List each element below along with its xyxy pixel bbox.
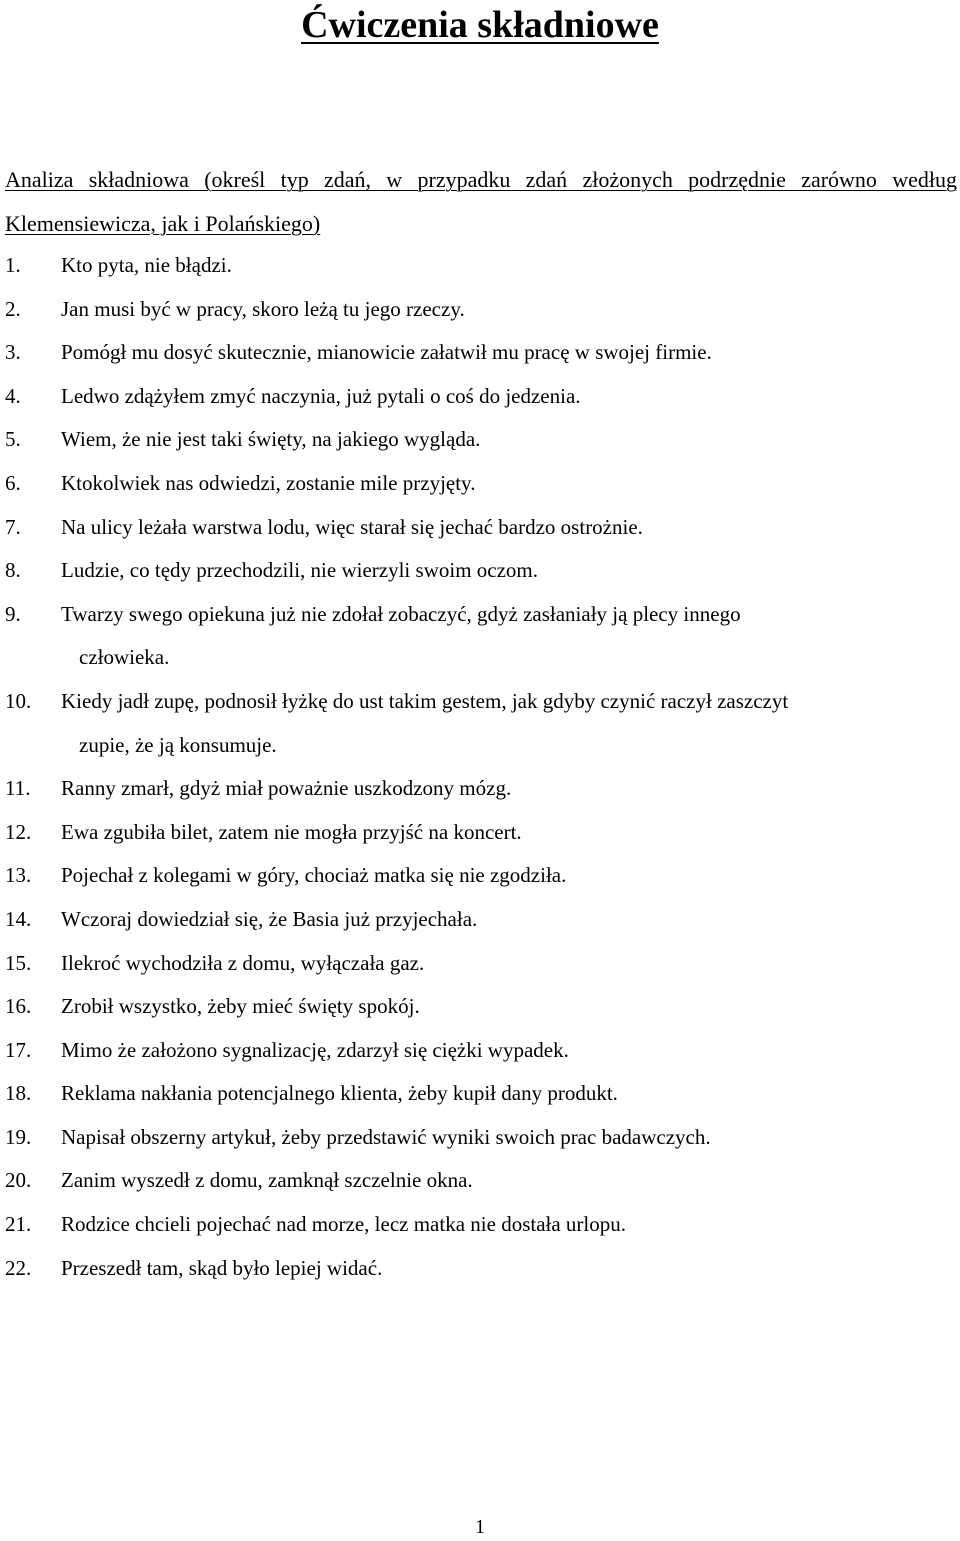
exercise-item xyxy=(5,811,957,855)
exercise-sentence-text: Reklama nakłania potencjalnego klienta, żeby kupił dany produkt. xyxy=(61,1081,618,1106)
exercise-sentence-text: Ktokolwiek nas odwiedzi, zostanie mile przyjęty. xyxy=(61,470,476,495)
exercise-sentence-text: Wiem, że nie jest taki święty, na jakiego wygląda. xyxy=(61,427,481,452)
exercise-sentence xyxy=(61,898,957,942)
exercise-sentence-text: Rodzice chcieli pojechać nad morze, lecz matka nie dostała urlopu. xyxy=(61,1212,627,1237)
exercise-number: 2. xyxy=(5,296,21,321)
exercise-sentence xyxy=(61,1072,957,1116)
exercise-sentence-text: Jan musi być w pracy, skoro leżą tu jego rzeczy. xyxy=(61,296,465,321)
exercise-sentence xyxy=(61,680,957,767)
exercise-sentence-text: Zrobił wszystko, żeby mieć święty spokój. xyxy=(61,994,420,1019)
exercise-sentence xyxy=(61,1159,957,1203)
exercise-item xyxy=(5,1159,957,1203)
exercise-sentence-text: Ledwo zdążyłem zmyć naczynia, już pytali o coś do jedzenia. xyxy=(61,383,581,408)
exercise-sentence-text: Pojechał z kolegami w góry, chociaż matka się nie zgodziła. xyxy=(61,863,567,888)
exercise-sentence xyxy=(61,462,957,506)
exercise-sentence-text: Zanim wyszedł z domu, zamknął szczelnie okna. xyxy=(61,1168,473,1193)
exercise-item xyxy=(5,375,957,419)
exercise-number: 1. xyxy=(5,253,21,277)
exercise-item xyxy=(5,331,957,375)
exercise-sentence-text: Wczoraj dowiedział się, że Basia już przyjechała. xyxy=(61,906,478,931)
exercise-sentence-text: Napisał obszerny artykuł, żeby przedstawić wyniki swoich prac badawczych. xyxy=(61,1124,711,1149)
exercise-sentence-text: Kiedy jadł zupę, podnosił łyżkę do ust takim gestem, jak gdyby czynić raczył zaszczyt xyxy=(61,688,789,713)
exercise-number: 21. xyxy=(5,1212,32,1237)
exercise-number: 4. xyxy=(5,383,21,408)
exercise-sentence xyxy=(61,811,957,855)
exercise-sentence xyxy=(61,331,957,375)
exercise-item xyxy=(5,1029,957,1073)
exercise-number: 22. xyxy=(5,1255,32,1280)
exercise-number: 9. xyxy=(5,601,21,626)
exercise-number: 12. xyxy=(5,819,32,844)
exercise-sentence xyxy=(61,1203,957,1247)
exercise-sentence-text: Twarzy swego opiekuna już nie zdołał zobaczyć, gdyż zasłaniały ją plecy innego xyxy=(61,601,741,626)
exercise-number: 14. xyxy=(5,906,32,931)
page-title: Ćwiczenia składniowe xyxy=(301,4,659,46)
exercise-number: 19. xyxy=(5,1124,32,1149)
exercise-sentence-continuation: zupie, że ją konsumuje. xyxy=(79,732,277,757)
exercise-item xyxy=(5,1203,957,1247)
exercise-sentence-text: Mimo że założono sygnalizację, zdarzył się ciężki wypadek. xyxy=(61,1037,569,1062)
exercise-number: 17. xyxy=(5,1037,32,1062)
exercise-item xyxy=(5,549,957,593)
exercise-sentence xyxy=(61,767,957,811)
exercise-sentence xyxy=(61,506,957,550)
exercise-sentence-text: Przeszedł tam, skąd było lepiej widać. xyxy=(61,1255,383,1280)
exercise-number: 3. xyxy=(5,340,21,365)
exercise-number: 15. xyxy=(5,950,32,975)
exercise-number: 8. xyxy=(5,558,21,583)
exercise-number: 7. xyxy=(5,514,21,539)
exercise-sentence xyxy=(61,1116,957,1160)
exercise-sentence xyxy=(61,1247,957,1291)
exercise-sentence xyxy=(61,549,957,593)
exercise-item xyxy=(5,418,957,462)
exercise-number: 13. xyxy=(5,863,32,888)
instruction-text xyxy=(5,158,957,245)
exercise-sentence xyxy=(61,418,957,462)
exercise-sentence-text: Ludzie, co tędy przechodzili, nie wierzyli swoim oczom. xyxy=(61,558,539,583)
exercise-item xyxy=(5,942,957,986)
exercise-number: 6. xyxy=(5,470,21,495)
exercise-item xyxy=(5,898,957,942)
exercise-item xyxy=(5,1247,957,1291)
exercise-sentence-text: Ranny zmarł, gdyż miał poważnie uszkodzony mózg. xyxy=(61,776,512,801)
exercise-sentence xyxy=(61,288,957,332)
exercise-sentence-text: Pomógł mu dosyć skutecznie, mianowicie załatwił mu pracę w swojej firmie. xyxy=(61,340,712,365)
instruction-label: Analiza składniowa (określ typ zdań, w przypadku zdań złożonych podrzędnie zarówno według Klemensiewicza, jak i Polańskiego) xyxy=(5,167,957,236)
exercise-sentence-text: Kto pyta, nie błądzi. xyxy=(61,253,232,277)
exercise-sentence xyxy=(61,942,957,986)
exercise-item xyxy=(5,767,957,811)
exercise-sentence xyxy=(61,985,957,1029)
exercise-sentence-text: Ilekroć wychodziła z domu, wyłączała gaz. xyxy=(61,950,425,975)
page-number: 1 xyxy=(475,1516,485,1538)
exercise-item xyxy=(5,1072,957,1116)
exercise-item xyxy=(5,1116,957,1160)
exercise-number: 10. xyxy=(5,688,32,713)
exercise-number: 18. xyxy=(5,1081,32,1106)
exercise-item xyxy=(5,985,957,1029)
exercise-sentence xyxy=(61,854,957,898)
exercise-item xyxy=(5,506,957,550)
exercise-sentence-text: Ewa zgubiła bilet, zatem nie mogła przyjść na koncert. xyxy=(61,819,522,844)
exercise-item xyxy=(5,462,957,506)
exercise-sentence-text: Na ulicy leżała warstwa lodu, więc starał się jechać bardzo ostrożnie. xyxy=(61,514,643,539)
exercise-sentence xyxy=(61,375,957,419)
exercise-sentence xyxy=(61,244,957,288)
exercise-number: 16. xyxy=(5,994,32,1019)
exercise-number: 5. xyxy=(5,427,21,452)
exercise-item xyxy=(5,680,957,767)
exercise-sentence xyxy=(61,593,957,680)
exercise-sentence-continuation: człowieka. xyxy=(79,645,170,670)
exercise-item xyxy=(5,288,957,332)
exercise-number: 20. xyxy=(5,1168,32,1193)
exercise-number: 11. xyxy=(5,776,31,801)
exercise-sentence xyxy=(61,1029,957,1073)
exercise-item xyxy=(5,244,957,288)
exercise-list xyxy=(5,244,957,1290)
exercise-item xyxy=(5,593,957,680)
exercise-item xyxy=(5,854,957,898)
